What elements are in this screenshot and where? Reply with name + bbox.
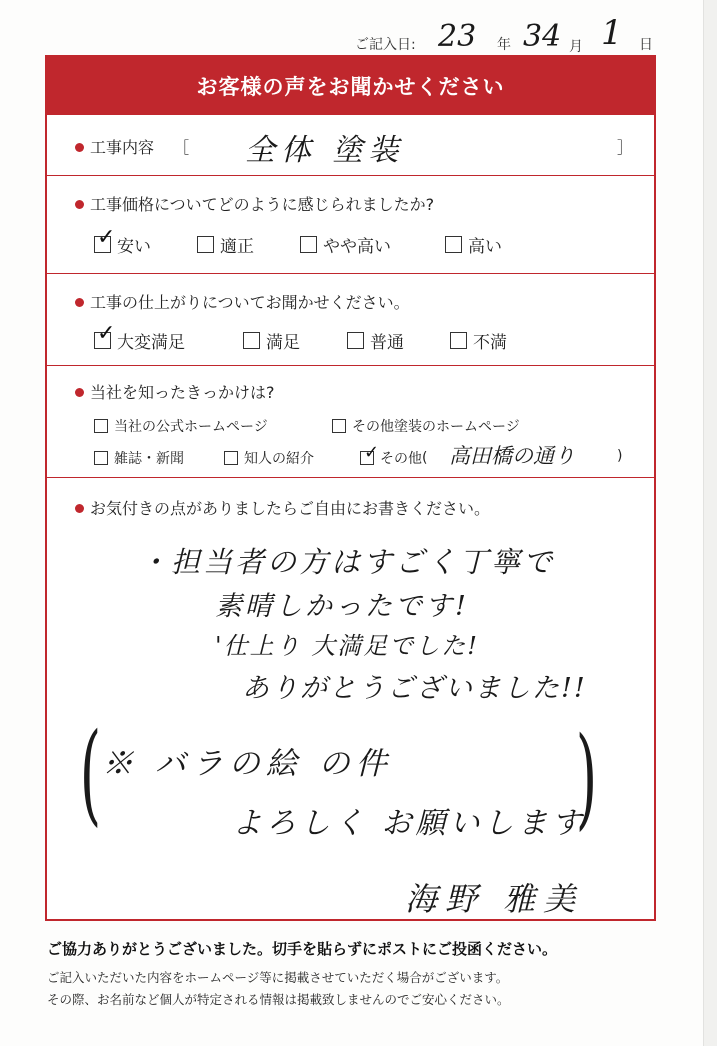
checkbox[interactable] xyxy=(94,451,108,465)
other-open-paren: ( xyxy=(422,450,428,466)
source-option-other-site[interactable] xyxy=(332,416,520,436)
option-label: 不満 xyxy=(473,333,507,353)
price-option-tekisei[interactable] xyxy=(197,232,254,257)
source-option-magazine[interactable] xyxy=(94,448,184,468)
checkmark-icon: ✓ xyxy=(97,321,116,346)
comments-section xyxy=(47,477,654,921)
option-label: 安い xyxy=(117,237,151,257)
comment-line-3: '仕上り 大満足でした! xyxy=(215,632,479,660)
price-question xyxy=(75,192,434,215)
price-question-text: 工事価格についてどのように感じられましたか? xyxy=(90,195,435,214)
option-label: 雑誌・新聞 xyxy=(114,451,184,467)
checkbox[interactable] xyxy=(243,332,260,349)
option-label: その他 xyxy=(380,451,422,467)
footer-thanks: ご協力ありがとうございました。切手を貼らずにポストにご投函ください。 xyxy=(47,940,558,958)
note-close-paren: ) xyxy=(575,713,598,841)
comments-prompt-text: お気付きの点がありましたらご自由にお書きください。 xyxy=(90,499,491,518)
bullet-icon xyxy=(75,504,84,513)
source-section xyxy=(47,365,654,477)
option-label: 満足 xyxy=(266,333,300,353)
option-label: 大変満足 xyxy=(117,333,185,353)
option-label: やや高い xyxy=(323,237,391,257)
price-section xyxy=(47,175,654,273)
finish-option-fuman[interactable] xyxy=(450,328,507,353)
open-bracket: ［ xyxy=(173,138,190,157)
option-label: 普通 xyxy=(370,333,404,353)
price-option-yaya-takai[interactable] xyxy=(300,232,391,257)
source-option-official-site[interactable] xyxy=(94,416,268,436)
work-question xyxy=(75,135,189,158)
year-unit: 年 xyxy=(497,37,511,53)
bullet-icon xyxy=(75,388,84,397)
note-line-1: ※ バラの絵 の件 xyxy=(102,746,393,782)
other-value[interactable]: 高田橋の通り xyxy=(449,444,575,468)
checkmark-icon: ✓ xyxy=(364,442,380,463)
date-line xyxy=(355,13,655,56)
date-label: ご記入日: xyxy=(355,37,416,53)
comment-line-2: 素晴しかったです! xyxy=(215,591,469,622)
footer-note-2: その際、お名前など個人が特定される情報は掲載致しませんのでご安心ください。 xyxy=(47,992,510,1007)
finish-option-daimanzoku[interactable] xyxy=(94,321,185,353)
work-value[interactable]: 全体 塗装 xyxy=(245,133,405,168)
finish-section xyxy=(47,273,654,365)
checkbox[interactable] xyxy=(347,332,364,349)
feedback-card xyxy=(45,55,656,921)
bullet-icon xyxy=(75,200,84,209)
price-option-takai[interactable] xyxy=(445,232,502,257)
card-title: お客様の声をお聞かせください xyxy=(47,57,654,115)
comment-line-4: ありがとうございました!! xyxy=(242,673,587,704)
option-label: 高い xyxy=(468,237,502,257)
note-open-paren: ( xyxy=(79,709,102,837)
checkbox[interactable] xyxy=(94,225,116,253)
option-label: その他塗装のホームページ xyxy=(352,419,520,435)
finish-option-manzoku[interactable] xyxy=(243,328,300,353)
bullet-icon xyxy=(75,298,84,307)
paper-edge xyxy=(703,0,717,1046)
price-option-yasui[interactable] xyxy=(94,225,151,257)
option-label: 知人の紹介 xyxy=(244,451,314,467)
work-section xyxy=(47,115,654,175)
date-year: 23 xyxy=(438,19,477,54)
close-bracket: ］ xyxy=(617,138,634,157)
option-label: 当社の公式ホームページ xyxy=(114,419,268,435)
checkbox[interactable] xyxy=(94,419,108,433)
comments-prompt xyxy=(75,496,490,519)
checkbox[interactable] xyxy=(360,442,380,465)
checkbox[interactable] xyxy=(300,236,317,253)
month-unit: 月 xyxy=(569,39,583,55)
option-label: 適正 xyxy=(220,237,254,257)
source-option-other[interactable] xyxy=(360,442,428,468)
date-day: 1 xyxy=(601,13,623,53)
day-unit: 日 xyxy=(639,37,653,53)
bullet-icon xyxy=(75,143,84,152)
checkbox[interactable] xyxy=(94,321,116,349)
checkbox[interactable] xyxy=(197,236,214,253)
finish-question xyxy=(75,290,410,313)
source-question-text: 当社を知ったきっかけは? xyxy=(90,383,275,402)
source-option-referral[interactable] xyxy=(224,448,314,468)
finish-question-text: 工事の仕上がりについてお聞かせください。 xyxy=(90,293,410,312)
work-label: 工事内容 xyxy=(90,138,155,157)
finish-option-futsuu[interactable] xyxy=(347,328,404,353)
checkbox[interactable] xyxy=(332,419,346,433)
date-month: 34 xyxy=(523,19,562,54)
signature: 海野 雅美 xyxy=(405,880,584,918)
checkmark-icon: ✓ xyxy=(97,225,116,250)
checkbox[interactable] xyxy=(450,332,467,349)
other-close-paren: ) xyxy=(617,448,623,464)
note-line-2: よろしく お願いします xyxy=(232,806,586,841)
footer-note-1: ご記入いただいた内容をホームページ等に掲載させていただく場合がございます。 xyxy=(47,970,509,985)
checkbox[interactable] xyxy=(224,451,238,465)
source-question xyxy=(75,380,275,403)
checkbox[interactable] xyxy=(445,236,462,253)
comment-line-1: ・担当者の方はすごく丁寧で xyxy=(139,545,556,579)
